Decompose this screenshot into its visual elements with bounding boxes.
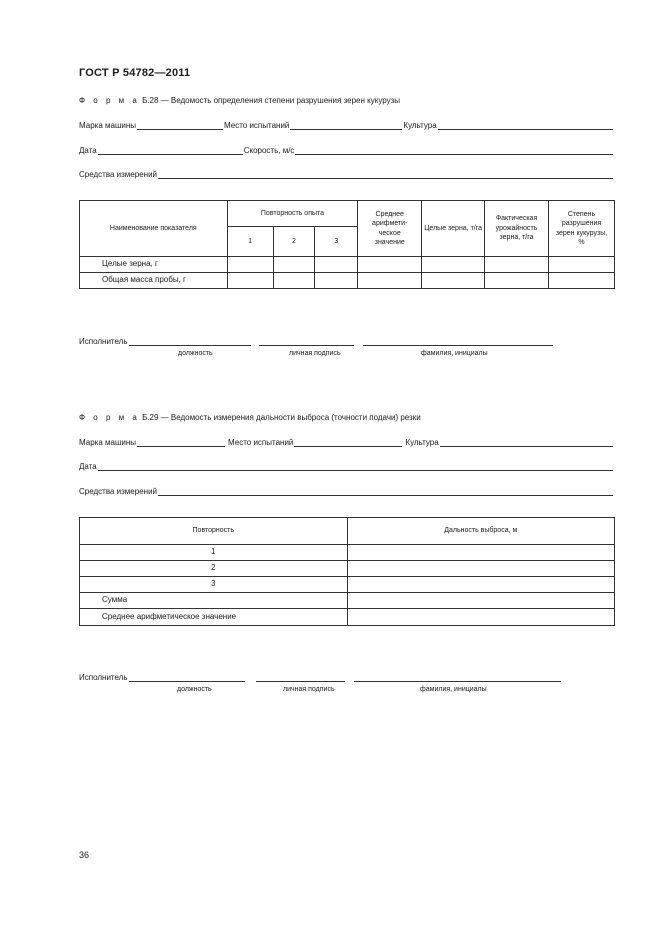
form28-table xyxy=(79,200,615,289)
form28-title xyxy=(79,96,400,105)
form28-repeat-2: 2 xyxy=(273,227,315,257)
form28-date-field[interactable] xyxy=(98,146,243,155)
table-cell[interactable] xyxy=(549,273,615,289)
table-cell[interactable] xyxy=(422,273,485,289)
form29-machine-label: Марка машины xyxy=(79,438,137,447)
form28-position-caption: должность xyxy=(178,350,213,357)
form29-machine-field[interactable] xyxy=(137,438,225,447)
table-cell[interactable] xyxy=(347,593,614,609)
page-number: 36 xyxy=(79,850,90,860)
form29-date-label: Дата xyxy=(79,462,97,471)
form28-crop-label: Культура xyxy=(403,121,437,130)
table-cell[interactable] xyxy=(422,257,485,273)
form28-row-label: Общая масса пробы, г xyxy=(80,273,228,289)
table-cell[interactable] xyxy=(347,577,614,593)
form28-repeat-3: 3 xyxy=(315,227,358,257)
form28-col-repeat: Повторность опыта xyxy=(227,201,358,227)
form29-place-field[interactable] xyxy=(294,438,402,447)
form29-row-label: 2 xyxy=(80,561,348,577)
form28-place-label: Место испытаний xyxy=(224,121,290,130)
form29-title xyxy=(79,413,421,422)
form29-crop-label: Культура xyxy=(405,438,439,447)
form28-title-text: Б.28 — Ведомость определения степени разрушения зерен кукурузы xyxy=(142,96,401,105)
form28-machine-field[interactable] xyxy=(137,121,223,130)
form28-instruments-field[interactable] xyxy=(158,170,613,179)
table-row xyxy=(80,577,615,593)
form29-row-label: 1 xyxy=(80,545,348,561)
table-cell[interactable] xyxy=(347,561,614,577)
table-row xyxy=(80,609,615,626)
form28-signature-field[interactable] xyxy=(259,337,354,346)
table-row xyxy=(80,545,615,561)
form28-line-instruments xyxy=(79,170,614,179)
form28-line-date xyxy=(79,146,614,155)
form29-signature-caption: личная подпись xyxy=(283,686,335,693)
form29-signature-line xyxy=(79,673,561,682)
form29-line-machine xyxy=(79,438,614,447)
table-row xyxy=(80,593,615,609)
form29-crop-field[interactable] xyxy=(440,438,613,447)
table-cell[interactable] xyxy=(358,257,422,273)
table-cell[interactable] xyxy=(227,273,273,289)
form28-signature-caption: личная подпись xyxy=(289,350,341,357)
form28-speed-field[interactable] xyxy=(295,146,613,155)
form29-line-date xyxy=(79,462,614,471)
table-cell[interactable] xyxy=(347,545,614,561)
form29-position-field[interactable] xyxy=(129,673,245,682)
form28-date-label: Дата xyxy=(79,146,97,155)
form29-row-label: Сумма xyxy=(80,593,348,609)
table-cell[interactable] xyxy=(358,273,422,289)
form28-line-machine xyxy=(79,121,614,130)
form29-title-text: Б.29 — Ведомость измерения дальности выброса (точности подачи) резки xyxy=(142,413,421,422)
form29-title-prefix: Ф о р м а xyxy=(79,413,140,422)
table-cell[interactable] xyxy=(347,609,614,626)
form28-executor-label: Исполнитель xyxy=(79,337,128,346)
table-cell[interactable] xyxy=(549,257,615,273)
table-cell[interactable] xyxy=(485,273,549,289)
form29-date-field[interactable] xyxy=(98,462,613,471)
form29-name-caption: фамилия, инициалы xyxy=(420,686,487,693)
form28-title-prefix: Ф о р м а xyxy=(79,96,140,105)
form29-place-label: Место испытаний xyxy=(228,438,294,447)
form28-position-field[interactable] xyxy=(129,337,251,346)
form28-speed-label: Скорость, м/с xyxy=(243,146,295,155)
form29-signature-field[interactable] xyxy=(256,673,345,682)
form28-col-whole: Целые зерна, т/га xyxy=(422,201,485,257)
form28-col-indicator: Наименование показателя xyxy=(80,201,228,257)
table-cell[interactable] xyxy=(273,273,315,289)
table-cell[interactable] xyxy=(227,257,273,273)
form29-executor-label: Исполнитель xyxy=(79,673,128,682)
form29-col-repeat: Повторность xyxy=(80,518,348,545)
form28-place-field[interactable] xyxy=(290,121,402,130)
form28-row-label: Целые зерна, г xyxy=(80,257,228,273)
form29-col-distance: Дальность выброса, м xyxy=(347,518,614,545)
form28-instruments-label: Средства измерений xyxy=(79,170,158,179)
table-cell[interactable] xyxy=(315,273,358,289)
form29-row-label: Среднее арифметическое значение xyxy=(80,609,348,626)
standard-header: ГОСТ Р 54782—2011 xyxy=(79,67,191,79)
form28-col-degree: Степень разрушения зерен кукурузы, % xyxy=(549,201,615,257)
form28-crop-field[interactable] xyxy=(438,121,613,130)
table-cell[interactable] xyxy=(485,257,549,273)
form28-name-field[interactable] xyxy=(363,337,553,346)
form28-signature-line xyxy=(79,337,553,346)
form29-name-field[interactable] xyxy=(354,673,561,682)
form28-name-caption: фамилия, инициалы xyxy=(421,350,488,357)
form28-col-mean: Среднее арифмети-ческое значение xyxy=(358,201,422,257)
table-row xyxy=(80,257,615,273)
form29-instruments-field[interactable] xyxy=(158,487,613,496)
form29-row-label: 3 xyxy=(80,577,348,593)
form29-table xyxy=(79,517,615,626)
form29-instruments-label: Средства измерений xyxy=(79,487,158,496)
table-cell[interactable] xyxy=(315,257,358,273)
table-cell[interactable] xyxy=(273,257,315,273)
table-row xyxy=(80,561,615,577)
table-row xyxy=(80,273,615,289)
form29-position-caption: должность xyxy=(177,686,212,693)
form28-repeat-1: 1 xyxy=(227,227,273,257)
form28-col-actual: Фактическая урожайность зерна, т/га xyxy=(485,201,549,257)
form28-machine-label: Марка машины xyxy=(79,121,137,130)
form29-line-instruments xyxy=(79,487,614,496)
